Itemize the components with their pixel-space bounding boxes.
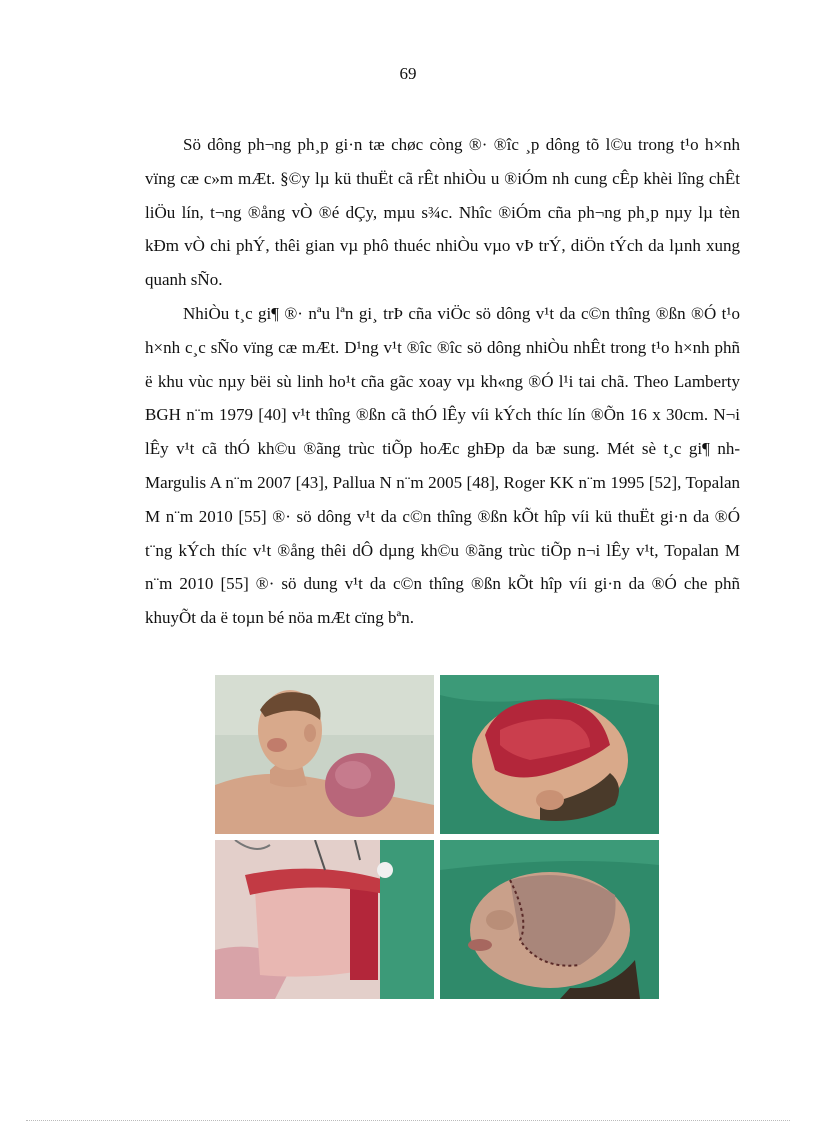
paragraph-2: NhiÒu t¸c gi¶ ®· nªu lªn gi¸ trÞ cña viÖc sö dông v¹t da c©n thîng ®ßn ®Ó t¹o h×nh c¸c sÑo vïng cæ mÆt. D¹ng v¹t ®îc ®îc sö dông nhiÒu nhÊt trong t¹o h×nh phñ ë khu vùc nµy bëi sù linh ho¹t cña gãc xoay vµ kh«ng ®Ó l¹i tai chã. Theo Lamberty BGH n¨m 1979 [40] v¹t thîng ®ßn cã thÓ lÊy víi kÝch thíc lín ®Õn 16 x 30cm. N¬i lÊy v¹t cã thÓ kh©u ®ãng trùc tiÕp hoÆc ghÐp da bæ sung. Mét sè t¸c gi¶ nh Margulis A n¨m 2007 [43], Pallua N n¨m 2005 [48], Roger KK n¨m 1995 [52], Topalan M n¨m 2010 [55] ®· sö dông v¹t da c©n thîng ®ßn kÕt hîp víi kü thuËt gi·n da ®Ó t¨ng kÝch thíc v¹t ®ång thêi dÔ dµng kh©u ®ãng trùc tiÕp n¬i lÊy v¹t, Topalan M n¨m 2010 [55] ®· sö dung v¹t da c©n thîng ®ßn kÕt hîp víi gi·n da ®Ó che phñ khuyÕt da ë toµn bé nöa mÆt cïng bªn. [145,303,740,628]
page-number: 69 [399,64,417,83]
photo-facial-scar-excision [440,675,659,834]
body-text [145,128,740,635]
photo-flap-inset [440,840,659,999]
bottom-dotted-rule [26,1120,790,1121]
photo-patient-preop [215,675,434,834]
photo-flap-harvest [215,840,434,999]
paragraph-1: Sö dông ph¬ng ph¸p gi·n tæ chøc còng ®· ®îc ¸p dông tõ l©u trong t¹o h×nh vïng cæ c»m mÆt. §©y lµ kü thuËt cã rÊt nhiÒu u ®iÓm nh cung cÊp khèi lîng chÊt liÖu lín, t¬ng ®ång vÒ ®é dÇy, mµu s¾c. Nhîc ®iÓm cña ph¬ng ph¸p nµy lµ tèn kÐm vÒ chi phÝ, thêi gian vµ phô thuéc nhiÒu vµo vÞ trÝ, diÖn tÝch da lµnh xung quanh sÑo. [145,135,740,290]
clinical-photo-figure [215,675,659,999]
